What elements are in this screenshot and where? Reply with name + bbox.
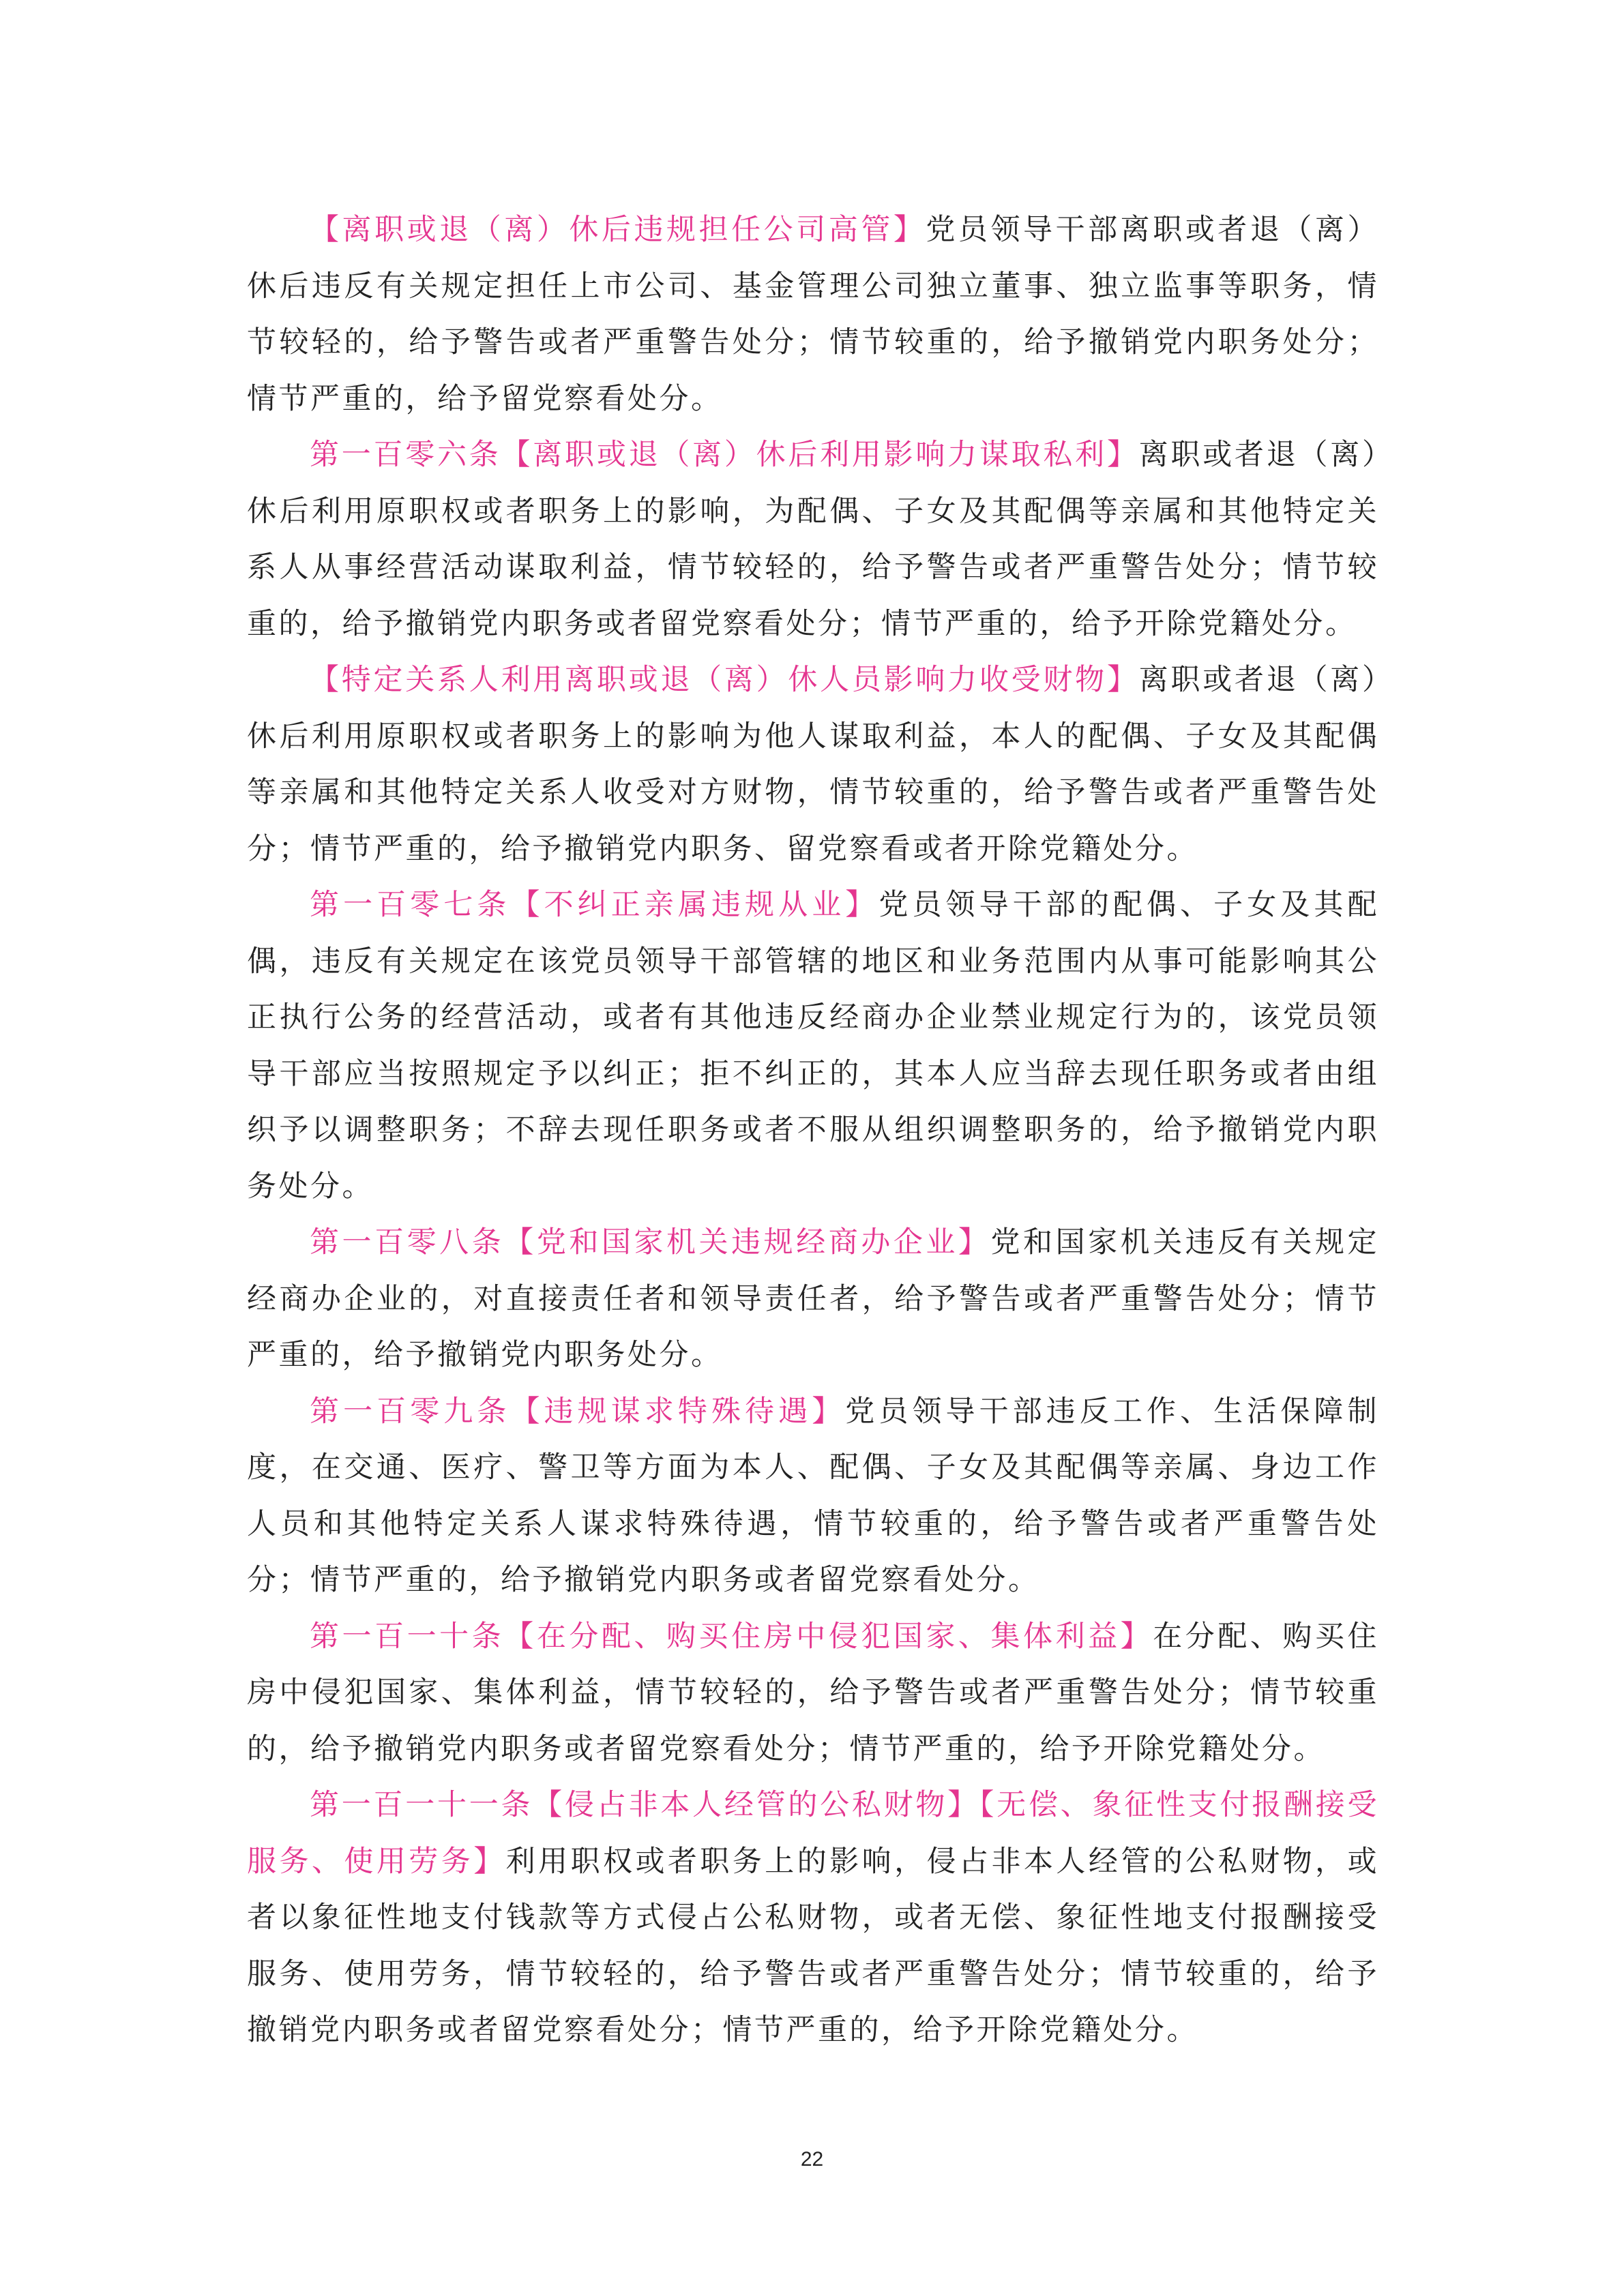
article-heading: 第一百一十条【在分配、购买住房中侵犯国家、集体利益】: [310, 1619, 1153, 1654]
article-paragraph: [247, 427, 1379, 652]
article-text: 党员领导干部的配偶、子女及其配偶，违反有关规定在该党员领导干部管辖的地区和业务范围内从事可能影响其公正执行公务的经营活动，或者有其他违反经商办企业禁业规定行为的，该党员领导干部应当按照规定予以纠正；拒不纠正的，其本人应当辞去现任职务或者由组织予以调整职务；不辞去现任职务或者不服从组织调整职务的，给予撤销党内职务处分。: [247, 888, 1380, 1204]
article-heading: 【离职或退（离）休后违规担任公司高管】: [310, 213, 926, 247]
article-text: 离职或者退（离）休后利用原职权或者职务上的影响为他人谋取利益，本人的配偶、子女及其配偶等亲属和其他特定关系人收受对方财物，情节较重的，给予警告或者严重警告处分；情节严重的，给予撤销党内职务、留党察看或者开除党籍处分。: [247, 663, 1380, 866]
article-text: 党和国家机关违反有关规定经商办企业的，对直接责任者和领导责任者，给予警告或者严重警告处分；情节严重的，给予撤销党内职务处分。: [247, 1225, 1379, 1372]
article-heading: 第一百一十一条【侵占非本人经管的公私财物】【无偿、象征性支付报酬接受服务、使用劳务】: [247, 1788, 1379, 1879]
article-heading: 【特定关系人利用离职或退（离）休人员影响力收受财物】: [310, 663, 1139, 697]
article-text: 在分配、购买住房中侵犯国家、集体利益，情节较轻的，给予警告或者严重警告处分；情节较重的，给予撤销党内职务或者留党察看处分；情节严重的，给予开除党籍处分。: [247, 1619, 1379, 1766]
article-heading: 第一百零六条【离职或退（离）休后利用影响力谋取私利】: [310, 438, 1139, 472]
article-paragraph: [247, 877, 1379, 1214]
article-heading: 第一百零七条【不纠正亲属违规从业】: [310, 888, 879, 922]
article-text: 利用职权或者职务上的影响，侵占非本人经管的公私财物，或者以象征性地支付钱款等方式侵占公私财物，或者无偿、象征性地支付报酬接受服务、使用劳务，情节较轻的，给予警告或者严重警告处分；情节较重的，给予撤销党内职务或者留党察看处分；情节严重的，给予开除党籍处分。: [247, 1844, 1380, 2047]
article-heading: 第一百零八条【党和国家机关违规经商办企业】: [310, 1225, 991, 1259]
article-text: 党员领导干部违反工作、生活保障制度，在交通、医疗、警卫等方面为本人、配偶、子女及其配偶等亲属、身边工作人员和其他特定关系人谋求特殊待遇，情节较重的，给予警告或者严重警告处分；情节严重的，给予撤销党内职务或者留党察看处分。: [247, 1394, 1380, 1597]
article-paragraph: [247, 1384, 1379, 1609]
document-body: [247, 202, 1379, 2059]
article-heading: 第一百零九条【违规谋求特殊待遇】: [310, 1394, 846, 1429]
page-number: 22: [800, 2148, 824, 2171]
article-paragraph: [247, 202, 1379, 427]
article-paragraph: [247, 652, 1379, 877]
article-paragraph: [247, 1777, 1379, 2059]
article-text: 党员领导干部离职或者退（离）休后违反有关规定担任上市公司、基金管理公司独立董事、独立监事等职务，情节较轻的，给予警告或者严重警告处分；情节较重的，给予撤销党内职务处分；情节严重的，给予留党察看处分。: [247, 213, 1379, 416]
article-paragraph: [247, 1214, 1379, 1384]
article-paragraph: [247, 1609, 1379, 1778]
article-text: 离职或者退（离）休后利用原职权或者职务上的影响，为配偶、子女及其配偶等亲属和其他特定关系人从事经营活动谋取利益，情节较轻的，给予警告或者严重警告处分；情节较重的，给予撤销党内职务或者留党察看处分；情节严重的，给予开除党籍处分。: [247, 438, 1380, 641]
